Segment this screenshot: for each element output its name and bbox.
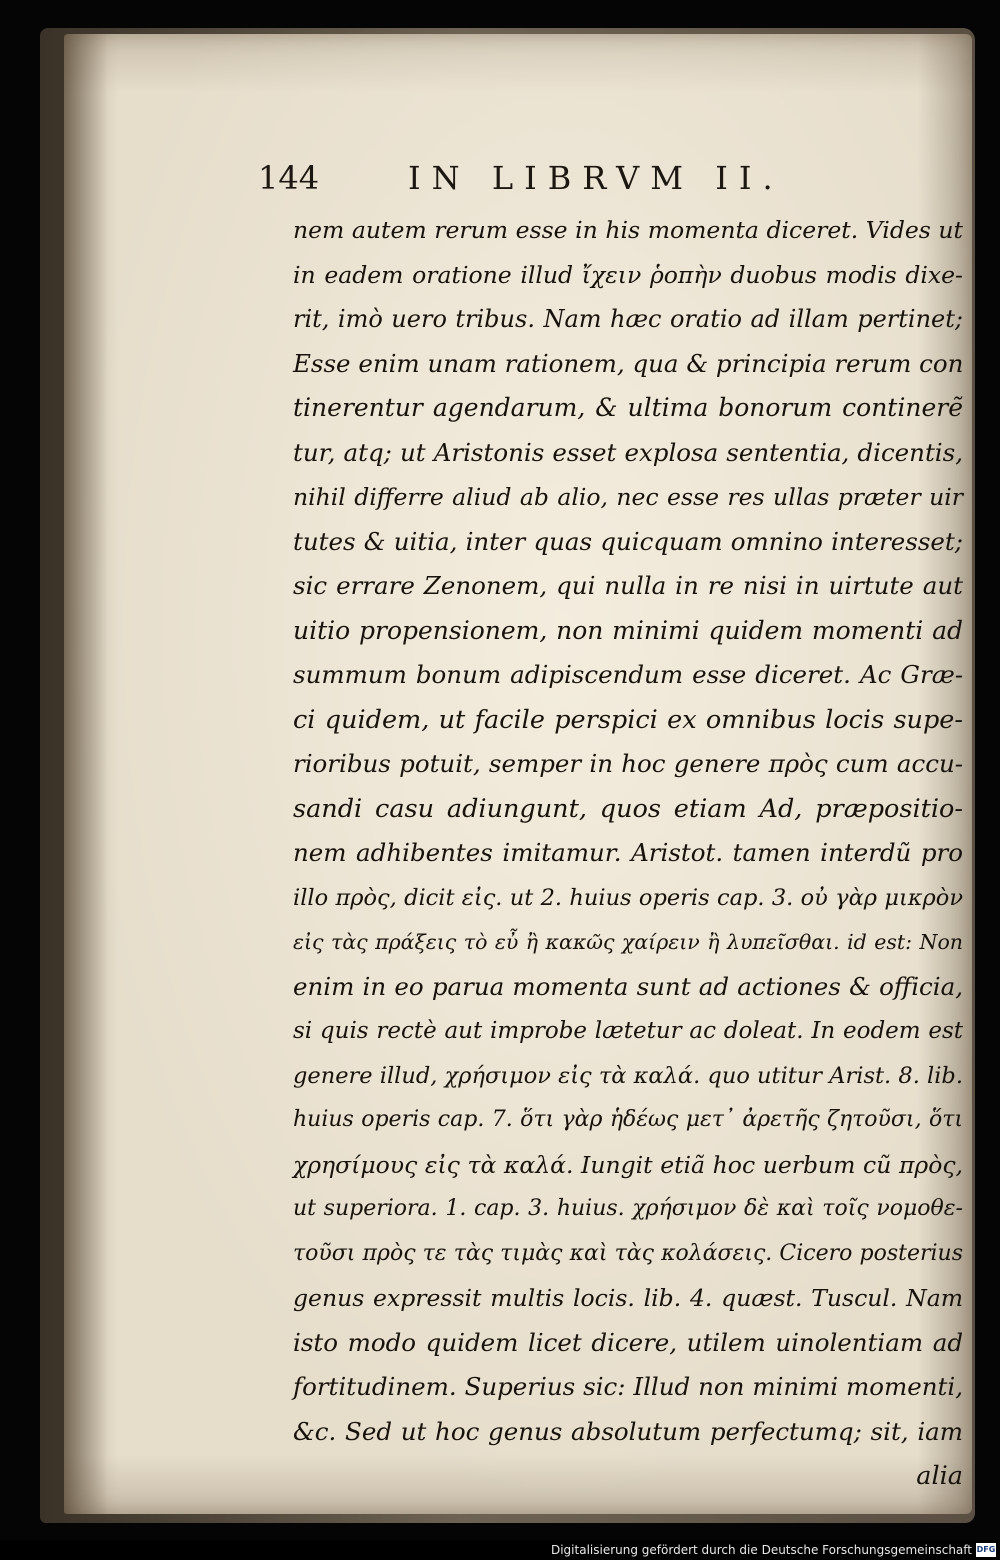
text-line: fortitudinem. Superius sic: Illud non minimi momenti,	[293, 1372, 963, 1401]
text-line: tur, atq; ut Aristonis esset explosa sententia, dicentis,	[293, 437, 963, 467]
text-line: uitio propensionem, non minimi quidem momenti ad	[293, 615, 963, 645]
page-header	[258, 157, 958, 199]
gutter-shadow	[64, 34, 108, 1514]
text-line: in eadem oratione illud ἴχειν ῥοπὴν duobus modis dixe-	[293, 260, 963, 289]
running-head: IN LIBRVM II.	[408, 159, 784, 197]
text-line: huius operis cap. 7. ὅτι γὰρ ἡδέως μετ᾽ ἀρετῆς ζητοῦσι, ὅτι	[293, 1107, 963, 1132]
text-line: rioribus potuit, semper in hoc genere πρὸς cum accu-	[293, 749, 963, 778]
text-line: χρησίμους εἰς τὰ καλά. Iungit etiã hoc uerbum cũ πρὸς,	[293, 1150, 963, 1179]
text-line: alia	[916, 1461, 963, 1491]
text-line: τοῦσι πρὸς τε τὰς τιμὰς καὶ τὰς κολάσεις. Cicero posterius	[293, 1240, 963, 1266]
text-line: tutes & uitia, inter quas quicquam omnino interesset;	[293, 526, 963, 556]
text-line: sic errare Zenonem, qui nulla in re nisi in uirtute aut	[293, 571, 963, 600]
text-line: ci quidem, ut facile perspici ex omnibus locis supe-	[293, 704, 963, 735]
text-line: genere illud, χρήσιμον εἰς τὰ καλά. quo utitur Arist. 8. lib.	[293, 1062, 963, 1089]
text-line: tinerentur agendarum, & ultima bonorum continerẽ	[293, 393, 963, 422]
text-line: summum bonum adipiscendum esse diceret. Ac Græ-	[293, 660, 963, 689]
text-line: ut superiora. 1. cap. 3. huius. χρήσιμον δὲ καὶ τοῖς νομοθε-	[293, 1196, 963, 1221]
funding-credit: Digitalisierung gefördert durch die Deutsche Forschungsgemeinschaft	[550, 1543, 972, 1557]
dfg-logo: DFG	[976, 1543, 996, 1557]
text-line: genus expressit multis locis. lib. 4. quæst. Tuscul. Nam	[293, 1284, 963, 1312]
text-line: rit, imò uero tribus. Nam hæc oratio ad illam pertinet;	[293, 305, 963, 333]
text-line: enim in eo parua momenta sunt ad actiones & officia,	[293, 971, 963, 1001]
text-line: nihil differre aliud ab alio, nec esse res ullas præter uir	[293, 483, 963, 511]
text-line: sandi casu adiungunt, quos etiam Ad, præpositio-	[293, 793, 963, 824]
text-line: &c. Sed ut hoc genus absolutum perfectumq; sit, iam	[293, 1416, 963, 1446]
page-number: 144	[258, 159, 320, 197]
text-line: illo πρὸς, dicit εἰς. ut 2. huius operis cap. 3. οὐ γὰρ μικρὸν	[293, 884, 963, 911]
text-line: Esse enim unam rationem, qua & principia rerum con	[293, 348, 964, 378]
text-line: si quis rectè aut improbe lætetur ac doleat. In eodem est	[293, 1018, 963, 1044]
text-line: isto modo quidem licet dicere, utilem uinolentiam ad	[293, 1327, 963, 1357]
text-line: εἰς τὰς πράξεις τὸ εὖ ἢ κακῶς χαίρειν ἢ λυπεῖσθαι. id est: Non	[293, 930, 963, 954]
text-line: nem adhibentes imitamur. Aristot. tamen interdũ pro	[293, 838, 963, 867]
text-line: nem autem rerum esse in his momenta diceret. Vides ut	[293, 216, 963, 244]
body-text	[293, 208, 963, 1499]
